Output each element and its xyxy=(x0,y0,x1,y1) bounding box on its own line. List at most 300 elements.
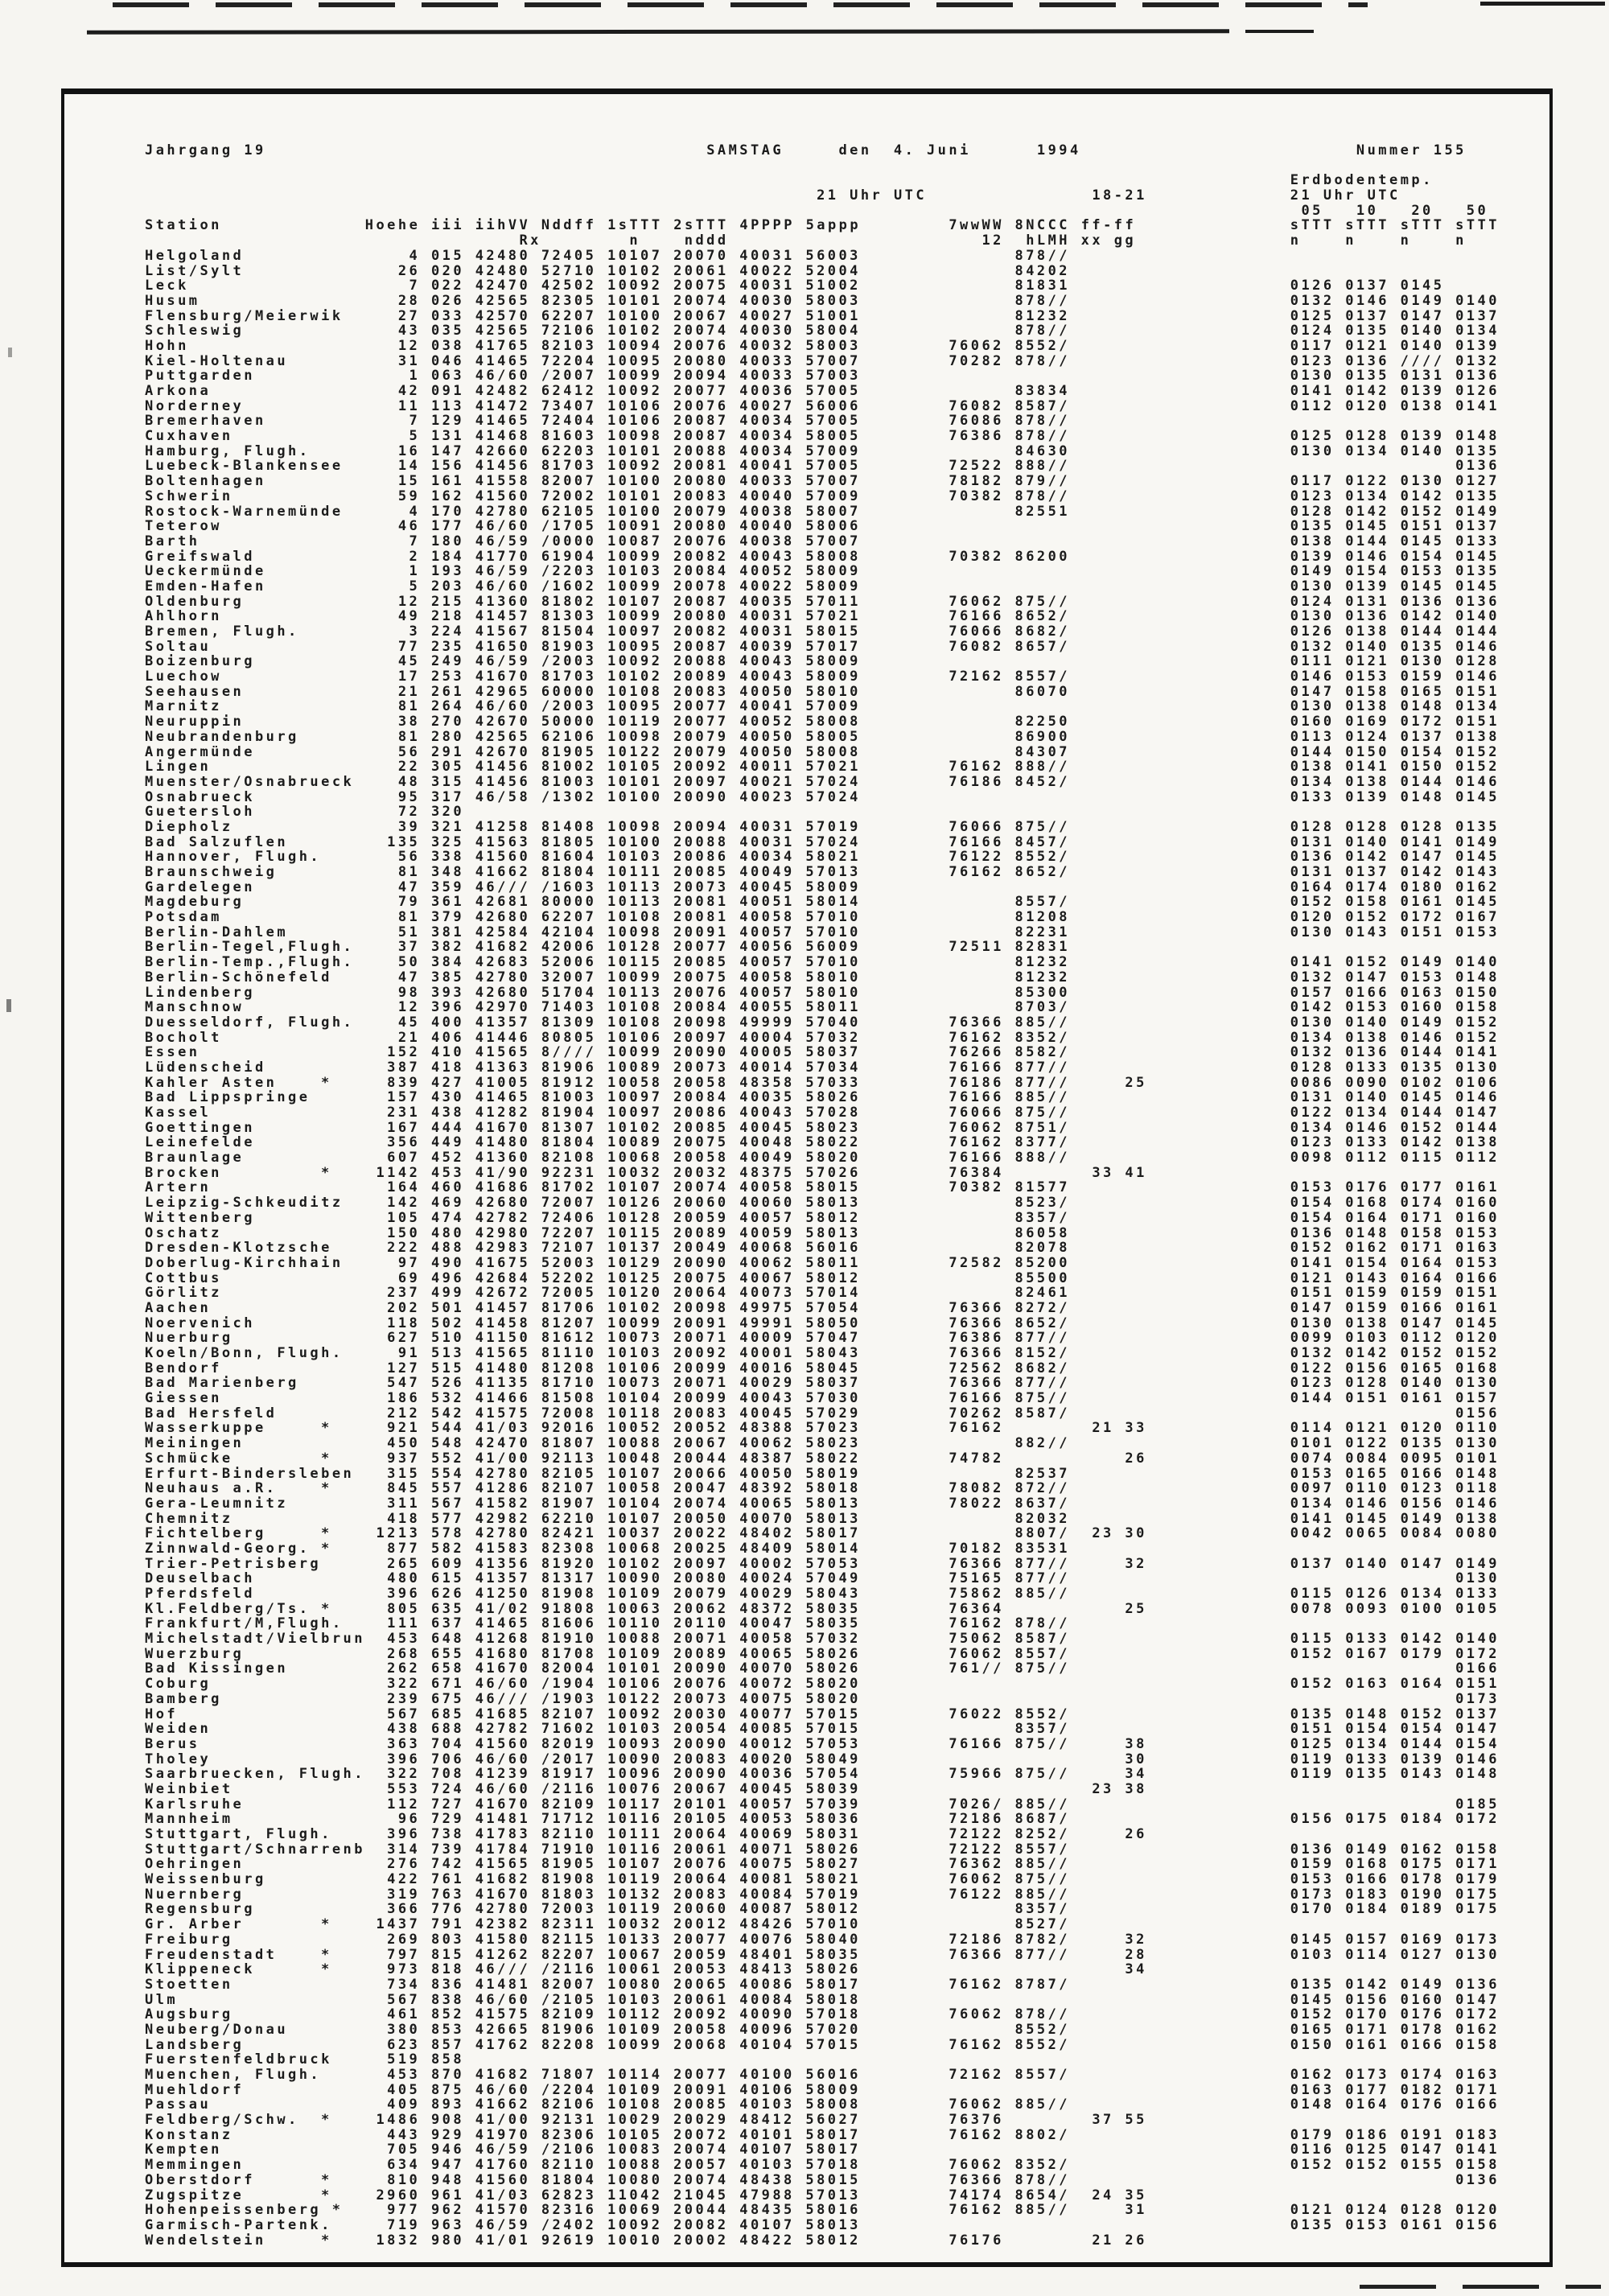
field-7wwWW: 78082 xyxy=(949,1480,1004,1497)
field-8NCCC: 8751/ xyxy=(1014,1119,1070,1136)
station-row xyxy=(145,264,1529,279)
field-soil-temp: 0148 xyxy=(1455,1766,1500,1783)
field-8NCCC: 8357/ xyxy=(1014,1721,1070,1738)
field-2sTTT: 20081 xyxy=(673,909,729,926)
field-7wwWW: 76366 xyxy=(949,1315,1004,1331)
field-soil-temp: 0130 xyxy=(1455,1059,1500,1076)
field-4PPPP: 40087 xyxy=(739,1901,795,1918)
station-row xyxy=(145,1752,1529,1767)
field-Nddff: 81703 xyxy=(541,458,597,475)
field-soil-temp: 0140 xyxy=(1455,1631,1500,1648)
field-soil-temp: 0122 xyxy=(1290,1360,1335,1376)
field-7wwWW: 72522 xyxy=(949,458,1004,475)
field-soil-temp: 0166 xyxy=(1455,2096,1500,2113)
field-Nddff: 81908 xyxy=(541,1871,597,1888)
station-row xyxy=(145,1526,1529,1541)
field-4PPPP: 40031 xyxy=(739,833,795,850)
field-2sTTT: 20074 xyxy=(673,292,729,309)
field-hoehe: 4 xyxy=(409,503,421,520)
field-iihVV: 41357 xyxy=(475,1014,531,1031)
field-5appp: 58016 xyxy=(805,2202,861,2219)
field-soil-temp: 0165 xyxy=(1400,683,1445,700)
field-5appp: 57021 xyxy=(805,759,861,776)
field-2sTTT: 20084 xyxy=(673,999,729,1016)
field-2sTTT: 20049 xyxy=(673,1240,729,1257)
field-8NCCC: 878// xyxy=(1014,2006,1070,2023)
field-soil-temp: 0156 xyxy=(1455,1405,1500,1422)
field-hoehe: 845 xyxy=(387,1480,421,1497)
field-soil-temp: 0172 xyxy=(1455,2006,1500,2023)
field-2sTTT: 20075 xyxy=(673,969,729,985)
field-iihVV: 41670 xyxy=(475,669,531,685)
field-5appp: 58026 xyxy=(805,1841,861,1858)
field-soil-temp: 0183 xyxy=(1345,1886,1389,1903)
field-2sTTT: 20053 xyxy=(673,1961,729,1978)
field-4PPPP: 40043 xyxy=(739,1390,795,1407)
field-5appp: 57011 xyxy=(805,593,861,610)
field-soil-temp: 0137 xyxy=(1455,518,1500,535)
station-row xyxy=(145,339,1529,354)
station-row xyxy=(145,1977,1529,1993)
station-name: Nuerburg xyxy=(145,1330,233,1347)
field-4PPPP: 40081 xyxy=(739,1871,795,1888)
field-soil-temp: 0163 xyxy=(1400,984,1445,1001)
field-5appp: 58005 xyxy=(805,428,861,445)
field-7wwWW: 76162 xyxy=(949,759,1004,776)
station-name: Berlin-Tegel,Flugh. xyxy=(145,939,355,956)
field-soil-temp: 0158 xyxy=(1345,683,1389,700)
field-iii: 501 xyxy=(430,1299,465,1316)
field-iii: 215 xyxy=(430,593,465,610)
station-row xyxy=(145,985,1529,1001)
field-soil-temp: 0106 xyxy=(1455,1074,1500,1091)
field-soil-temp: 0151 xyxy=(1455,683,1500,700)
field-1sTTT: 10099 xyxy=(607,2036,663,2053)
field-2sTTT: 20059 xyxy=(673,1946,729,1963)
subcol-soil-n: n xyxy=(1455,232,1467,249)
field-soil-temp: 0090 xyxy=(1345,1074,1389,1091)
field-soil-temp: 0162 xyxy=(1455,878,1500,895)
field-iihVV: 41/02 xyxy=(475,1600,531,1617)
field-soil-temp: 0153 xyxy=(1290,1179,1335,1196)
field-4PPPP: 40038 xyxy=(739,533,795,549)
field-soil-temp: 0147 xyxy=(1400,1555,1445,1572)
field-5appp: 57019 xyxy=(805,1886,861,1903)
field-7wwWW: 76266 xyxy=(949,1044,1004,1061)
field-soil-temp: 0172 xyxy=(1455,1811,1500,1828)
field-iihVV: 41575 xyxy=(475,2006,531,2023)
field-4PPPP: 40050 xyxy=(739,683,795,700)
field-hoehe: 396 xyxy=(387,1586,421,1602)
field-4PPPP: 40055 xyxy=(739,999,795,1016)
field-1sTTT: 10117 xyxy=(607,1796,663,1813)
field-soil-temp: 0153 xyxy=(1455,1224,1500,1241)
field-ff-gg: 25 xyxy=(1125,1600,1147,1617)
field-2sTTT: 20059 xyxy=(673,1209,729,1226)
field-7wwWW: 70382 xyxy=(949,1179,1004,1196)
field-2sTTT: 20071 xyxy=(673,1631,729,1648)
station-name: Weissenburg xyxy=(145,1871,266,1888)
field-4PPPP: 40004 xyxy=(739,1029,795,1046)
field-soil-temp: 0164 xyxy=(1290,878,1335,895)
field-iihVV: 46/58 xyxy=(475,788,531,805)
field-soil-temp: 0121 xyxy=(1345,337,1389,354)
field-5appp: 57020 xyxy=(805,2021,861,2038)
field-8NCCC: 875// xyxy=(1014,593,1070,610)
station-name: Landsberg xyxy=(145,2036,245,2053)
field-iihVV: 41465 xyxy=(475,1089,531,1106)
field-7wwWW: 76166 xyxy=(949,1089,1004,1106)
station-name: Chemnitz xyxy=(145,1510,233,1527)
field-Nddff: /2017 xyxy=(541,1751,597,1767)
station-row xyxy=(145,1421,1529,1436)
field-iii: 729 xyxy=(430,1811,465,1828)
field-8NCCC: 8357/ xyxy=(1014,1901,1070,1918)
field-soil-temp: 0147 xyxy=(1455,1991,1500,2008)
field-hoehe: 719 xyxy=(387,2216,421,2233)
date-word: den xyxy=(838,142,872,158)
station-name: Boizenburg xyxy=(145,653,255,670)
field-Nddff: /2003 xyxy=(541,653,597,670)
field-2sTTT: 20080 xyxy=(673,473,729,490)
field-soil-temp: 0178 xyxy=(1400,2021,1445,2038)
field-soil-temp: 0140 xyxy=(1400,323,1445,339)
field-Nddff: 71403 xyxy=(541,999,597,1016)
field-5appp: 58013 xyxy=(805,1510,861,1527)
field-2sTTT: 20074 xyxy=(673,1179,729,1196)
field-hoehe: 186 xyxy=(387,1390,421,1407)
field-5appp: 57032 xyxy=(805,1029,861,1046)
field-hoehe: 634 xyxy=(387,2157,421,2174)
field-iii: 637 xyxy=(430,1615,465,1632)
field-1sTTT: 10105 xyxy=(607,759,663,776)
field-hoehe: 453 xyxy=(387,1631,421,1648)
field-iii: 113 xyxy=(430,397,465,414)
field-soil-temp: 0112 xyxy=(1400,1330,1445,1347)
field-2sTTT: 20085 xyxy=(673,954,729,971)
field-iihVV: 41481 xyxy=(475,1976,531,1993)
field-iii: 474 xyxy=(430,1209,465,1226)
field-ff-gg: 26 xyxy=(1125,2232,1147,2249)
station-row xyxy=(145,249,1529,264)
field-soil-temp: 0154 xyxy=(1345,563,1389,580)
station-name: Passau xyxy=(145,2096,212,2113)
field-soil-temp: 0142 xyxy=(1400,864,1445,880)
field-iihVV: 46/60 xyxy=(475,2081,531,2098)
field-5appp: 58014 xyxy=(805,1540,861,1557)
station-row xyxy=(145,2203,1529,2218)
field-1sTTT: 10106 xyxy=(607,397,663,414)
station-name: Helgoland xyxy=(145,247,245,264)
station-name: Barth xyxy=(145,533,200,549)
field-5appp: 58015 xyxy=(805,623,861,640)
field-hoehe: 3 xyxy=(409,623,421,640)
field-Nddff: 62203 xyxy=(541,442,597,459)
field-hoehe: 480 xyxy=(387,1570,421,1587)
field-2sTTT: 20081 xyxy=(673,894,729,911)
field-soil-temp: 0164 xyxy=(1400,1269,1445,1286)
field-Nddff: 82109 xyxy=(541,2006,597,2023)
field-4PPPP: 40023 xyxy=(739,788,795,805)
field-hoehe: 977 xyxy=(387,2202,421,2219)
field-4PPPP: 48388 xyxy=(739,1420,795,1437)
field-8NCCC: 878// xyxy=(1014,488,1070,504)
mountain-station-marker: * xyxy=(321,2112,332,2129)
field-iihVV: 41970 xyxy=(475,2126,531,2143)
field-5appp: 57005 xyxy=(805,383,861,399)
observation-window: 18-21 xyxy=(1092,187,1147,204)
station-name: Hannover, Flugh. xyxy=(145,849,322,866)
field-soil-temp: 0121 xyxy=(1345,1420,1389,1437)
field-soil-temp: 0151 xyxy=(1400,924,1445,940)
field-1sTTT: 10120 xyxy=(607,1285,663,1302)
field-soil-temp: 0156 xyxy=(1345,1360,1389,1376)
field-soil-temp: 0152 xyxy=(1400,1345,1445,1361)
field-soil-temp: 0152 xyxy=(1290,2006,1335,2023)
station-row xyxy=(145,1015,1529,1031)
field-soil-temp: 0152 xyxy=(1290,2157,1335,2174)
field-7wwWW: 76066 xyxy=(949,1105,1004,1121)
field-Nddff: 62823 xyxy=(541,2187,597,2203)
station-name: Rostock-Warnemünde xyxy=(145,503,344,520)
issue-date: 4. Juni xyxy=(893,142,971,158)
station-name: Muenster/Osnabrueck xyxy=(145,773,355,790)
field-8NCCC: 885// xyxy=(1014,2096,1070,2113)
field-iii: 131 xyxy=(430,428,465,445)
field-soil-temp: 0115 xyxy=(1290,1586,1335,1602)
station-name: Mannheim xyxy=(145,1811,233,1828)
field-hoehe: 322 xyxy=(387,1766,421,1783)
field-2sTTT: 21045 xyxy=(673,2187,729,2203)
field-iii: 385 xyxy=(430,969,465,985)
field-soil-temp: 0113 xyxy=(1290,728,1335,745)
field-8NCCC: 84307 xyxy=(1014,743,1070,760)
field-Nddff: 81309 xyxy=(541,1014,597,1031)
field-4PPPP: 40039 xyxy=(739,638,795,655)
field-soil-temp: 0140 xyxy=(1455,292,1500,309)
scan-artifact-top-dashed-line xyxy=(113,2,1368,7)
field-soil-temp: 0135 xyxy=(1290,518,1335,535)
field-8NCCC: 8152/ xyxy=(1014,1345,1070,1361)
field-iihVV: 42670 xyxy=(475,743,531,760)
field-Nddff: 32007 xyxy=(541,969,597,985)
field-2sTTT: 20088 xyxy=(673,442,729,459)
field-2sTTT: 20088 xyxy=(673,833,729,850)
field-hoehe: 268 xyxy=(387,1645,421,1662)
station-row xyxy=(145,880,1529,895)
field-iihVV: 41135 xyxy=(475,1375,531,1392)
station-row xyxy=(145,2218,1529,2233)
field-soil-temp: 0169 xyxy=(1345,714,1389,730)
station-name: Greifswald xyxy=(145,548,255,565)
station-row xyxy=(145,699,1529,714)
field-soil-temp: 0114 xyxy=(1345,1946,1389,1963)
field-soil-temp: 0171 xyxy=(1400,1209,1445,1226)
station-name: Lüdenscheid xyxy=(145,1059,266,1076)
field-2sTTT: 20025 xyxy=(673,1540,729,1557)
field-1sTTT: 10109 xyxy=(607,2021,663,2038)
field-soil-temp: 0130 xyxy=(1290,1315,1335,1331)
field-soil-temp: 0172 xyxy=(1400,714,1445,730)
field-iii: 460 xyxy=(430,1179,465,1196)
field-1sTTT: 10088 xyxy=(607,1435,663,1452)
field-1sTTT: 10106 xyxy=(607,1360,663,1376)
station-row xyxy=(145,1195,1529,1211)
field-soil-temp: 0126 xyxy=(1290,623,1335,640)
field-4PPPP: 40062 xyxy=(739,1254,795,1271)
field-Nddff: /2116 xyxy=(541,1780,597,1797)
field-iihVV: 41765 xyxy=(475,337,531,354)
station-name: Goettingen xyxy=(145,1119,255,1136)
field-2sTTT: 20083 xyxy=(673,488,729,504)
field-5appp: 57053 xyxy=(805,1735,861,1752)
field-soil-temp: 0149 xyxy=(1400,1976,1445,1993)
field-2sTTT: 20077 xyxy=(673,698,729,715)
field-5appp: 58021 xyxy=(805,849,861,866)
field-5appp: 58039 xyxy=(805,1780,861,1797)
field-hoehe: 39 xyxy=(397,818,421,835)
field-Nddff: 92231 xyxy=(541,1164,597,1181)
field-1sTTT: 10103 xyxy=(607,563,663,580)
field-iii: 361 xyxy=(430,894,465,911)
field-4PPPP: 40045 xyxy=(739,1780,795,1797)
field-4PPPP: 40104 xyxy=(739,2036,795,2053)
field-8NCCC: 877// xyxy=(1014,1570,1070,1587)
field-1sTTT: 10037 xyxy=(607,1525,663,1542)
field-Nddff: 71602 xyxy=(541,1721,597,1738)
field-iihVV: 46/59 xyxy=(475,2142,531,2158)
field-4PPPP: 40056 xyxy=(739,939,795,956)
field-soil-temp: 0152 xyxy=(1290,1240,1335,1257)
field-iii: 184 xyxy=(430,548,465,565)
field-Nddff: 92131 xyxy=(541,2112,597,2129)
field-iihVV: 41570 xyxy=(475,2202,531,2219)
field-iii: 264 xyxy=(430,698,465,715)
station-row xyxy=(145,1150,1529,1166)
soil-depth-label: 50 xyxy=(1466,202,1489,219)
field-2sTTT: 20079 xyxy=(673,503,729,520)
station-row xyxy=(145,489,1529,504)
field-8NCCC: 878// xyxy=(1014,292,1070,309)
field-1sTTT: 10095 xyxy=(607,698,663,715)
field-1sTTT: 10097 xyxy=(607,623,663,640)
field-ff-xx: 37 xyxy=(1092,2112,1114,2129)
field-4PPPP: 40041 xyxy=(739,698,795,715)
field-5appp: 57019 xyxy=(805,818,861,835)
field-iihVV: 42982 xyxy=(475,1510,531,1527)
mountain-station-marker: * xyxy=(321,1525,332,1542)
field-8NCCC: 8557/ xyxy=(1014,1841,1070,1858)
field-hoehe: 26 xyxy=(397,262,421,279)
mountain-station-marker: * xyxy=(321,1074,332,1091)
field-hoehe: 16 xyxy=(397,442,421,459)
field-soil-temp: 0147 xyxy=(1400,1315,1445,1331)
field-Nddff: 81708 xyxy=(541,1645,597,1662)
field-iii: 218 xyxy=(430,608,465,625)
field-soil-temp: 0153 xyxy=(1400,563,1445,580)
field-2sTTT: 20089 xyxy=(673,1645,729,1662)
field-soil-temp: 0152 xyxy=(1455,1345,1500,1361)
field-Nddff: 81508 xyxy=(541,1390,597,1407)
station-row xyxy=(145,1496,1529,1512)
station-row xyxy=(145,1887,1529,1903)
field-soil-temp: 0122 xyxy=(1290,1105,1335,1121)
station-name: Bremen, Flugh. xyxy=(145,623,299,640)
field-iihVV: 41360 xyxy=(475,1150,531,1167)
col-header-main-groups: Hoehe iii iihVV Nddff 1sTTT 2sTTT 4PPPP 5appp xyxy=(364,217,862,234)
field-5appp: 58045 xyxy=(805,1360,861,1376)
field-soil-temp: 0156 xyxy=(1400,1495,1445,1512)
field-soil-temp: 0154 xyxy=(1400,743,1445,760)
field-soil-temp: 0169 xyxy=(1400,1931,1445,1948)
field-hoehe: 51 xyxy=(397,924,421,940)
station-row xyxy=(145,519,1529,534)
field-Nddff: 82115 xyxy=(541,1931,597,1948)
field-iihVV: 46/60 xyxy=(475,1780,531,1797)
field-iihVV: 41670 xyxy=(475,1796,531,1813)
field-Nddff: 82019 xyxy=(541,1735,597,1752)
field-soil-temp: 0128 xyxy=(1290,818,1335,835)
field-soil-temp: 0151 xyxy=(1455,714,1500,730)
station-row xyxy=(145,745,1529,760)
field-4PPPP: 40058 xyxy=(739,909,795,926)
field-1sTTT: 10098 xyxy=(607,428,663,445)
column-header-line xyxy=(145,218,1529,233)
field-7wwWW: 76166 xyxy=(949,1390,1004,1407)
field-iii: 626 xyxy=(430,1586,465,1602)
field-iii: 635 xyxy=(430,1600,465,1617)
field-8NCCC: 8652/ xyxy=(1014,864,1070,880)
field-2sTTT: 20098 xyxy=(673,1014,729,1031)
field-8NCCC: 83834 xyxy=(1014,383,1070,399)
field-5appp: 58026 xyxy=(805,1645,861,1662)
field-soil-temp: 0160 xyxy=(1400,999,1445,1016)
field-soil-temp: 0140 xyxy=(1345,638,1389,655)
field-soil-temp: 0153 xyxy=(1345,2216,1389,2233)
station-row xyxy=(145,654,1529,669)
field-soil-temp: 0123 xyxy=(1290,352,1335,369)
field-4PPPP: 48435 xyxy=(739,2202,795,2219)
field-soil-temp: 0159 xyxy=(1400,1285,1445,1302)
field-soil-temp: 0065 xyxy=(1345,1525,1389,1542)
field-5appp: 57013 xyxy=(805,2187,861,2203)
field-iii: 532 xyxy=(430,1390,465,1407)
field-soil-temp: 0133 xyxy=(1290,788,1335,805)
field-8NCCC: 878// xyxy=(1014,2171,1070,2188)
field-hoehe: 453 xyxy=(387,2067,421,2083)
scan-artifact-bottom-right-dashes xyxy=(1360,2285,1601,2289)
field-2sTTT: 20087 xyxy=(673,593,729,610)
field-soil-temp: 0140 xyxy=(1345,1555,1389,1572)
station-name: Kassel xyxy=(145,1105,212,1121)
field-2sTTT: 20077 xyxy=(673,1931,729,1948)
field-soil-temp: 0119 xyxy=(1290,1751,1335,1767)
field-1sTTT: 10132 xyxy=(607,1886,663,1903)
field-iihVV: 41/00 xyxy=(475,2112,531,2129)
field-soil-temp: 0135 xyxy=(1345,368,1389,385)
field-soil-temp: 0164 xyxy=(1400,1676,1445,1693)
field-soil-temp: 0125 xyxy=(1290,307,1335,324)
field-1sTTT: 10095 xyxy=(607,352,663,369)
field-soil-temp: 0151 xyxy=(1345,1390,1389,1407)
field-8NCCC: 8352/ xyxy=(1014,1029,1070,1046)
field-soil-temp: 0148 xyxy=(1400,698,1445,715)
field-iii: 675 xyxy=(430,1690,465,1707)
field-8NCCC: 885// xyxy=(1014,2202,1070,2219)
station-name: Berus xyxy=(145,1735,200,1752)
station-name: Lingen xyxy=(145,759,212,776)
field-iii: 020 xyxy=(430,262,465,279)
